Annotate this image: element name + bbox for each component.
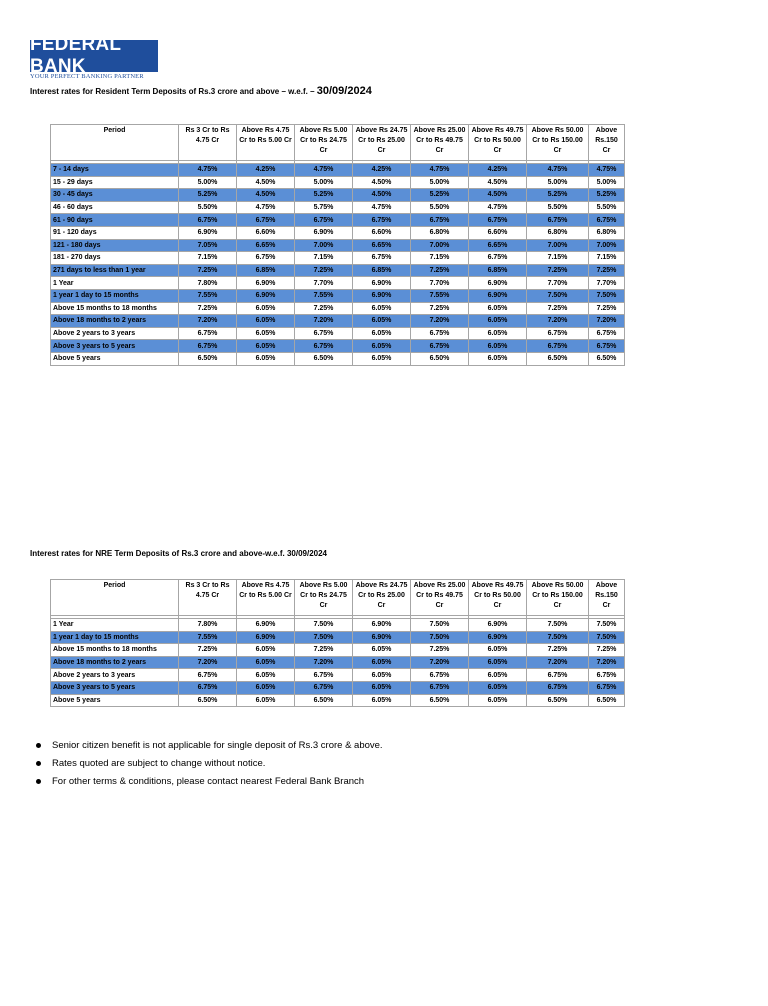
rate-cell: 7.50% [295,631,353,644]
rate-cell: 4.25% [469,164,527,177]
resident-header-row [51,125,625,161]
rate-cell: 6.60% [237,226,295,239]
rate-cell: 6.05% [469,315,527,328]
table-row [51,277,625,290]
rate-cell: 6.75% [527,681,589,694]
rate-cell: 6.75% [589,669,625,682]
period-cell: 30 - 45 days [51,189,179,202]
rate-cell: 7.20% [411,656,469,669]
rate-cell: 6.05% [353,327,411,340]
logo-tagline: YOUR PERFECT BANKING PARTNER [30,73,144,80]
rate-cell: 7.80% [179,619,237,632]
rate-cell: 4.75% [527,164,589,177]
rate-cell: 5.50% [589,201,625,214]
resident-title-text: Interest rates for Resident Term Deposits of Rs.3 crore and above – w.e.f. – [30,87,315,96]
table-row [51,327,625,340]
rate-cell: 6.75% [295,340,353,353]
period-cell: Above 5 years [51,694,179,707]
period-cell: Above 3 years to 5 years [51,681,179,694]
rate-cell: 6.75% [411,669,469,682]
rate-cell: 7.00% [295,239,353,252]
table-row [51,619,625,632]
rate-cell: 6.90% [353,619,411,632]
rate-cell: 7.55% [179,631,237,644]
header-period: Period [51,580,179,616]
table-row [51,644,625,657]
rate-cell: 6.05% [353,340,411,353]
table-row [51,239,625,252]
rate-cell: 7.70% [411,277,469,290]
period-cell: 15 - 29 days [51,176,179,189]
header-period: Period [51,125,179,161]
rate-cell: 4.50% [237,189,295,202]
period-cell: 1 year 1 day to 15 months [51,289,179,302]
table-row [51,264,625,277]
rate-cell: 6.80% [411,226,469,239]
rate-cell: 4.50% [469,176,527,189]
resident-rates-table [50,124,625,366]
rate-cell: 7.50% [589,619,625,632]
rate-cell: 5.25% [527,189,589,202]
rate-cell: 6.75% [589,214,625,227]
rate-cell: 7.00% [527,239,589,252]
header-tier-4: Above Rs 24.75 Cr to Rs 25.00 Cr [353,580,411,616]
rate-cell: 6.05% [469,340,527,353]
rate-cell: 6.05% [353,302,411,315]
rate-cell: 7.20% [589,315,625,328]
rate-cell: 7.00% [411,239,469,252]
header-tier-6: Above Rs 49.75 Cr to Rs 50.00 Cr [469,125,527,161]
rate-cell: 6.85% [353,264,411,277]
period-cell: 1 Year [51,619,179,632]
rate-cell: 4.50% [353,189,411,202]
rate-cell: 4.50% [237,176,295,189]
rate-cell: 6.75% [237,214,295,227]
header-tier-2: Above Rs 4.75 Cr to Rs 5.00 Cr [237,125,295,161]
period-cell: 91 - 120 days [51,226,179,239]
rate-cell: 4.25% [237,164,295,177]
rate-cell: 6.05% [469,644,527,657]
rate-cell: 6.75% [527,214,589,227]
rate-cell: 6.05% [469,656,527,669]
rate-cell: 6.75% [527,327,589,340]
rate-cell: 6.90% [237,619,295,632]
rate-cell: 5.25% [589,189,625,202]
rate-cell: 6.05% [469,694,527,707]
rate-cell: 5.25% [179,189,237,202]
rate-cell: 7.25% [295,264,353,277]
table-row [51,340,625,353]
rate-cell: 4.50% [353,176,411,189]
table-row [51,214,625,227]
rate-cell: 6.65% [469,239,527,252]
rate-cell: 7.15% [295,252,353,265]
rate-cell: 6.75% [179,669,237,682]
rate-cell: 7.50% [411,631,469,644]
rate-cell: 5.00% [411,176,469,189]
rate-cell: 6.75% [179,214,237,227]
rate-cell: 7.50% [527,289,589,302]
rate-cell: 6.65% [237,239,295,252]
rate-cell: 6.50% [179,352,237,365]
period-cell: Above 15 months to 18 months [51,302,179,315]
table-row [51,302,625,315]
rate-cell: 7.25% [295,302,353,315]
table-row [51,694,625,707]
rate-cell: 4.75% [589,164,625,177]
rate-cell: 6.90% [469,619,527,632]
rate-cell: 5.25% [295,189,353,202]
rate-cell: 6.75% [589,327,625,340]
rate-cell: 6.75% [237,252,295,265]
table-row [51,681,625,694]
resident-title-date: 30/09/2024 [316,85,372,97]
header-tier-3: Above Rs 5.00 Cr to Rs 24.75 Cr [295,125,353,161]
rate-cell: 7.70% [295,277,353,290]
header-tier-2: Above Rs 4.75 Cr to Rs 5.00 Cr [237,580,295,616]
rate-cell: 6.05% [469,352,527,365]
rate-cell: 7.50% [527,631,589,644]
rate-cell: 6.05% [237,656,295,669]
rate-cell: 6.90% [353,277,411,290]
rate-cell: 6.05% [237,681,295,694]
rate-cell: 7.25% [527,264,589,277]
header-tier-5: Above Rs 25.00 Cr to Rs 49.75 Cr [411,580,469,616]
rate-cell: 4.75% [237,201,295,214]
table-row [51,669,625,682]
rate-cell: 6.50% [527,352,589,365]
note-item [36,773,383,791]
period-cell: Above 15 months to 18 months [51,644,179,657]
rate-cell: 6.75% [469,214,527,227]
rate-cell: 7.70% [589,277,625,290]
rate-cell: 6.05% [353,352,411,365]
rate-cell: 6.75% [353,214,411,227]
rate-cell: 5.50% [179,201,237,214]
header-tier-6: Above Rs 49.75 Cr to Rs 50.00 Cr [469,580,527,616]
rate-cell: 6.90% [469,289,527,302]
period-cell: 46 - 60 days [51,201,179,214]
table-row [51,226,625,239]
table-row [51,656,625,669]
rate-cell: 6.05% [237,340,295,353]
resident-table-body [51,161,625,366]
rate-cell: 4.75% [469,201,527,214]
period-cell: 1 year 1 day to 15 months [51,631,179,644]
rate-cell: 7.20% [527,315,589,328]
header-tier-7: Above Rs 50.00 Cr to Rs 150.00 Cr [527,580,589,616]
rate-cell: 6.75% [589,681,625,694]
rate-cell: 6.90% [469,277,527,290]
rate-cell: 6.05% [237,327,295,340]
rate-cell: 7.25% [589,302,625,315]
nre-table-title: Interest rates for NRE Term Deposits of Rs.3 crore and above-w.e.f. 30/09/2024 [30,549,327,558]
rate-cell: 5.75% [295,201,353,214]
rate-cell: 6.50% [295,694,353,707]
rate-cell: 6.75% [179,327,237,340]
period-cell: Above 2 years to 3 years [51,669,179,682]
rate-cell: 7.05% [179,239,237,252]
table-row [51,164,625,177]
rate-cell: 6.75% [527,340,589,353]
rate-cell: 7.20% [295,315,353,328]
rate-cell: 6.85% [469,264,527,277]
rate-cell: 7.70% [527,277,589,290]
rate-cell: 6.90% [353,289,411,302]
rate-cell: 6.05% [353,644,411,657]
rate-cell: 5.00% [179,176,237,189]
period-cell: 121 - 180 days [51,239,179,252]
bank-logo [30,34,158,80]
rate-cell: 6.65% [353,239,411,252]
rate-cell: 6.05% [469,302,527,315]
rate-cell: 6.60% [469,226,527,239]
rate-cell: 6.90% [237,277,295,290]
period-cell: Above 2 years to 3 years [51,327,179,340]
rate-cell: 6.05% [237,352,295,365]
rate-cell: 6.50% [411,352,469,365]
rate-cell: 6.05% [469,681,527,694]
rate-cell: 7.25% [411,302,469,315]
rate-cell: 7.80% [179,277,237,290]
rate-cell: 7.25% [179,264,237,277]
rate-cell: 7.55% [179,289,237,302]
table-row [51,631,625,644]
rate-cell: 5.00% [589,176,625,189]
period-cell: 271 days to less than 1 year [51,264,179,277]
rate-cell: 6.75% [411,214,469,227]
rate-cell: 4.50% [469,189,527,202]
bullet-icon [36,761,41,766]
nre-header-row [51,580,625,616]
rate-cell: 7.25% [589,264,625,277]
nre-rates-table [50,579,625,707]
rate-cell: 6.05% [469,669,527,682]
rate-cell: 6.90% [353,631,411,644]
rate-cell: 7.25% [411,644,469,657]
rate-cell: 6.05% [237,315,295,328]
table-row [51,189,625,202]
rate-cell: 7.50% [589,289,625,302]
rate-cell: 6.90% [469,631,527,644]
rate-cell: 6.75% [295,669,353,682]
rate-cell: 7.55% [295,289,353,302]
table-row [51,315,625,328]
note-text: For other terms & conditions, please contact nearest Federal Bank Branch [52,776,365,787]
rate-cell: 6.75% [411,340,469,353]
period-cell: 1 Year [51,277,179,290]
rate-cell: 6.75% [411,327,469,340]
rate-cell: 6.05% [237,644,295,657]
rate-cell: 6.75% [295,327,353,340]
rate-cell: 7.25% [527,644,589,657]
rate-cell: 6.85% [237,264,295,277]
rate-cell: 6.05% [353,315,411,328]
rate-cell: 6.80% [589,226,625,239]
rate-cell: 6.90% [237,289,295,302]
rate-cell: 6.05% [353,669,411,682]
rate-cell: 7.15% [527,252,589,265]
header-tier-1: Rs 3 Cr to Rs 4.75 Cr [179,125,237,161]
rate-cell: 4.75% [179,164,237,177]
rate-cell: 7.25% [527,302,589,315]
rate-cell: 6.75% [295,681,353,694]
rate-cell: 5.50% [411,201,469,214]
rate-cell: 6.75% [353,252,411,265]
table-row [51,201,625,214]
rate-cell: 6.50% [589,694,625,707]
header-tier-8: Above Rs.150 Cr [589,580,625,616]
period-cell: Above 3 years to 5 years [51,340,179,353]
rate-cell: 6.75% [469,252,527,265]
rate-cell: 7.20% [527,656,589,669]
rate-cell: 7.50% [411,619,469,632]
note-text: Rates quoted are subject to change without notice. [52,758,266,769]
rate-cell: 6.05% [237,694,295,707]
rate-cell: 4.75% [411,164,469,177]
rate-cell: 7.25% [411,264,469,277]
header-tier-4: Above Rs 24.75 Cr to Rs 25.00 Cr [353,125,411,161]
rate-cell: 7.20% [179,315,237,328]
rate-cell: 7.25% [179,302,237,315]
rate-cell: 7.50% [295,619,353,632]
rate-cell: 6.50% [527,694,589,707]
rate-cell: 6.05% [353,681,411,694]
resident-table-title [30,85,372,97]
period-cell: Above 5 years [51,352,179,365]
logo-wordmark: FEDERAL BANK [30,40,158,72]
rate-cell: 6.80% [527,226,589,239]
rate-cell: 5.50% [527,201,589,214]
table-row [51,176,625,189]
rate-cell: 7.20% [179,656,237,669]
note-text: Senior citizen benefit is not applicable for single deposit of Rs.3 crore & above. [52,740,383,751]
rate-cell: 6.90% [179,226,237,239]
note-item [36,755,383,773]
rate-cell: 5.00% [295,176,353,189]
rate-cell: 6.05% [469,327,527,340]
rate-cell: 6.50% [295,352,353,365]
rate-cell: 7.20% [411,315,469,328]
rate-cell: 6.50% [589,352,625,365]
header-tier-8: Above Rs.150 Cr [589,125,625,161]
nre-table-body [51,616,625,707]
note-item [36,737,383,755]
rate-cell: 7.15% [411,252,469,265]
period-cell: Above 18 months to 2 years [51,315,179,328]
rate-cell: 6.05% [353,694,411,707]
rate-cell: 4.25% [353,164,411,177]
rate-cell: 6.90% [237,631,295,644]
header-tier-3: Above Rs 5.00 Cr to Rs 24.75 Cr [295,580,353,616]
rate-cell: 6.75% [179,681,237,694]
table-row [51,252,625,265]
rate-cell: 7.55% [411,289,469,302]
rate-cell: 7.00% [589,239,625,252]
notes-list [36,737,383,791]
rate-cell: 5.00% [527,176,589,189]
rate-cell: 4.75% [295,164,353,177]
rate-cell: 5.25% [411,189,469,202]
rate-cell: 7.15% [589,252,625,265]
rate-cell: 6.90% [295,226,353,239]
period-cell: 61 - 90 days [51,214,179,227]
rate-cell: 7.25% [179,644,237,657]
period-cell: Above 18 months to 2 years [51,656,179,669]
rate-cell: 7.50% [527,619,589,632]
rate-cell: 7.15% [179,252,237,265]
rate-cell: 6.75% [411,681,469,694]
period-cell: 7 - 14 days [51,164,179,177]
rate-cell: 6.50% [411,694,469,707]
rate-cell: 6.05% [353,656,411,669]
rate-cell: 7.20% [295,656,353,669]
bullet-icon [36,779,41,784]
table-row [51,289,625,302]
rate-cell: 7.25% [295,644,353,657]
rate-cell: 7.50% [589,631,625,644]
rate-cell: 7.25% [589,644,625,657]
rate-cell: 6.75% [295,214,353,227]
rate-cell: 6.50% [179,694,237,707]
rate-cell: 6.75% [179,340,237,353]
rate-cell: 7.20% [589,656,625,669]
rate-cell: 6.60% [353,226,411,239]
rate-cell: 6.75% [527,669,589,682]
rate-cell: 6.75% [589,340,625,353]
header-tier-5: Above Rs 25.00 Cr to Rs 49.75 Cr [411,125,469,161]
rate-cell: 4.75% [353,201,411,214]
header-tier-7: Above Rs 50.00 Cr to Rs 150.00 Cr [527,125,589,161]
header-tier-1: Rs 3 Cr to Rs 4.75 Cr [179,580,237,616]
bullet-icon [36,743,41,748]
period-cell: 181 - 270 days [51,252,179,265]
table-row [51,352,625,365]
rate-cell: 6.05% [237,669,295,682]
rate-cell: 6.05% [237,302,295,315]
